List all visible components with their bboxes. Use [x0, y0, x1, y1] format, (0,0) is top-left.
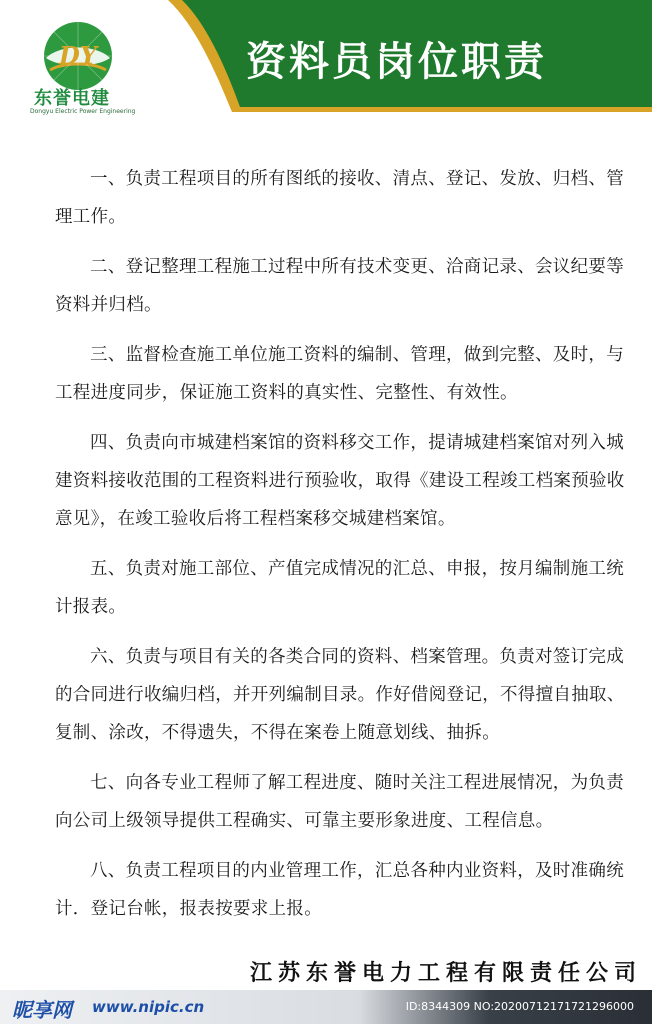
duty-item-8: 八、负责工程项目的内业管理工作，汇总各种内业资料，及时准确统计．登记台帐，报表按要求上报。 — [55, 861, 624, 919]
watermark-image-id: ID:8344309 NO:20200712171721296000 — [405, 1000, 634, 1013]
logo-globe-icon — [40, 18, 116, 94]
duty-item-2: 二、登记整理工程施工过程中所有技术变更、洽商记录、会议纪要等资料并归档。 — [55, 257, 624, 315]
watermark-bar — [0, 990, 652, 1024]
watermark-site-url: www.nipic.cn — [92, 998, 205, 1016]
duty-item-6: 六、负责与项目有关的各类合同的资料、档案管理。负责对签订完成的合同进行收编归档，并开列编制目录。作好借阅登记，不得擅自抽取、复制、涂改，不得遗失，不得在案卷上随意划线、抽拆。 — [55, 647, 625, 743]
logo-mark-text: DY — [59, 41, 97, 70]
logo-name-cn: 东誉电建 — [34, 88, 110, 109]
company-name: 江苏东誉电力工程有限责任公司 — [249, 960, 642, 986]
duty-item-5: 五、负责对施工部位、产值完成情况的汇总、申报，按月编制施工统计报表。 — [55, 559, 624, 617]
company-logo — [40, 18, 116, 94]
logo-name-en: Dongyu Electric Power Engineering — [30, 108, 136, 115]
duty-item-4: 四、负责向市城建档案馆的资料移交工作，提请城建档案馆对列入城建资料接收范围的工程资料进行预验收，取得《建设工程竣工档案预验收意见》，在竣工验收后将工程档案移交城建档案馆。 — [55, 433, 625, 529]
page-title: 资料员岗位职责 — [246, 39, 547, 85]
duty-item-7: 七、向各专业工程师了解工程进度、随时关注工程进展情况，为负责向公司上级领导提供工程确实、可靠主要形象进度、工程信息。 — [55, 773, 624, 831]
duty-item-3: 三、监督检查施工单位施工资料的编制、管理，做到完整、及时，与工程进度同步，保证施工资料的真实性、完整性、有效性。 — [55, 345, 624, 403]
duties-list — [55, 160, 635, 940]
duty-item-1: 一、负责工程项目的所有图纸的接收、清点、登记、发放、归档、管理工作。 — [55, 169, 624, 227]
watermark-site-name: 昵享网 — [12, 998, 72, 1022]
header-banner — [0, 0, 652, 115]
